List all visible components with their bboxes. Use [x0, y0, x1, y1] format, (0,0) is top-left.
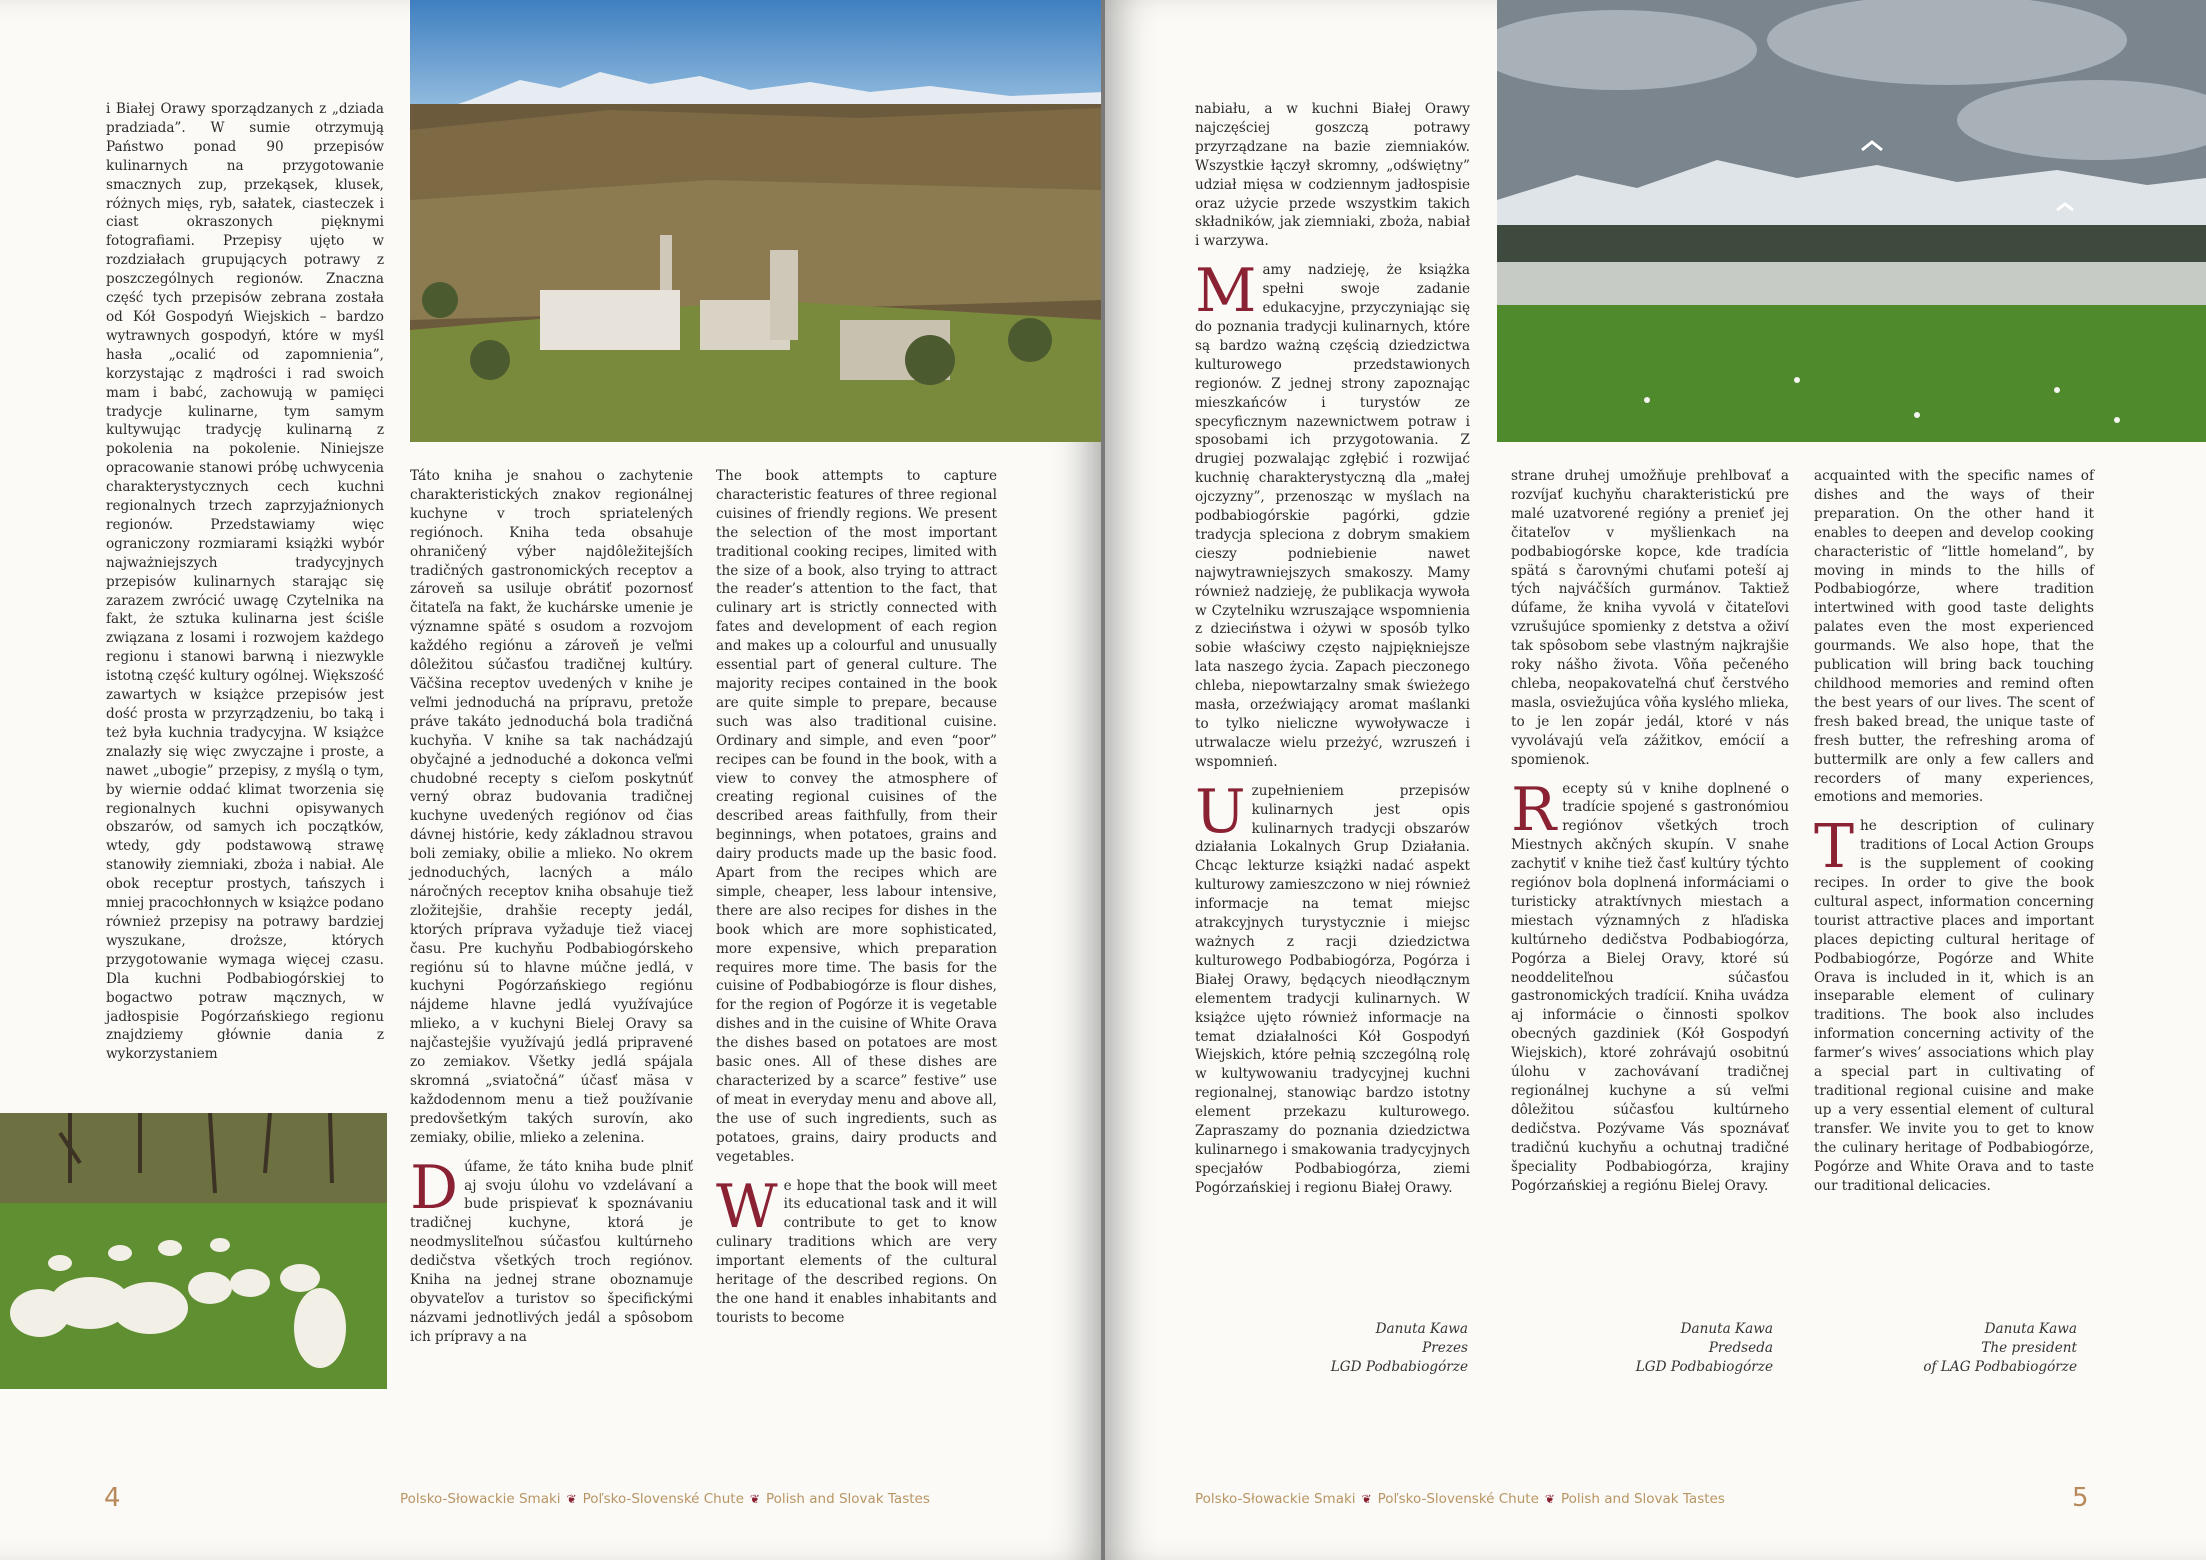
paragraph: amy nadzieję, że książka spełni swoje zadanie edukacyjne, przyczyniając się do poznania tradycji kulinarnych, które są bardzo ważną częścią dziedzictwa kulturowego przedstawionych regionów. Z jednej strony zapoznając mieszkańców i turystów ze specyficznym nazewnictwem potraw i sposobami ich przygotowania. Z drugiej pozwalając zgłębić i rozwijać kuchnię charakterystyczną dla „małej ojczyzny”, przenosząc w myślach na podbabiogórskie pagórki, gdzie tradycja spleciona z dobrym smakiem cieszy podniebienie nawet najwytrawniejszych smakoszy. Mamy również nadzieję, że publikacja wywoła w Czytelniku wzruszające wspomnienia z dzieciństwa i ożywi w sposób tylko sobie właściwy często najpiękniejsze lata naszego życia. Zapach pieczonego chleba, niepowtarzalny smak świeżego masła, orzeźwiający aromat maślanki to tylko nieliczne wywoływacze i utrwalacze wielu przeżyć, wzruszeń i wspomnień.: [1195, 262, 1470, 770]
right-column-english: [1814, 467, 2094, 1195]
leaf-icon: ❦: [1544, 1492, 1555, 1506]
signature-name: Danuta Kawa: [1375, 1321, 1468, 1337]
paragraph: i Białej Orawy sporządzanych z „dziada pradziada”. W sumie otrzymują Państwo ponad 90 przepisów kulinarnych na przygotowanie smacznych zup, przekąsek, klusek, różnych mięs, ryb, sałatek, ciasteczek i ciast okraszonych pięknymi fotografiami. Przepisy ujęto w rozdziałach grupujących potrawy z poszczególnych regionów. Znaczna część tych przepisów zebrana została od Kół Gospodyń Wiejskich – bardzo wytrawnych gospodyń, które w myśl hasła „ocalić od zapomnienia”, korzystając z mądrości i rad swoich mam i babć, zachowują w pamięci tradycje kulinarne, tym samym kultywując tradycję kulinarną z pokolenia na pokolenie. Niniejsze opracowanie stanowi próbę uchwycenia charakterystycznych cech kuchni regionalnych trzech zaprzyjaźnionych regionów. Przedstawiamy więc ograniczony rozmiarami książki wybór najważniejszych tradycyjnych przepisów kulinarnych starając się zarazem zwrócić uwagę Czytelnika na fakt, że sztuka kulinarna jest ściśle związana z losami i rozwojem każdego regionu i stanowi barwną i niezwykle istotną część kultury ogólnej. Większość zawartych w książce przepisów jest dość prosta w przyrządzeniu, bo taką i też była kuchnia tradycyjna. W książce znalazły się więc zwyczajne i proste, a nawet „ubogie” przepisy, z myślą o tym, by wiernie oddać klimat tworzenia się regionalnych kuchni opisywanych obszarów, od samych ich początków, wtedy, gdy podstawową strawę stanowiły ziemniaki, zboża i nabiał. Ale obok receptur prostych, tańszych i mniej pracochłonnych w książce podano również przepisy na potrawy bardziej wyszukane, droższe, których przygotowanie wymaga więcej czasu. Dla kuchni Podbabiogórskiej to bogactwo potraw mącznych, w jadłospisie Pogórzańskiego regionu znajdziemy głównie dania z wykorzystaniem: [106, 101, 384, 1063]
paragraph: ecepty sú v knihe doplnené o tradície spojené s gastronómiou regiónov všetkých troch Miestnych akčných skupín. V snahe zachytiť v knihe tiež časť kultúry týchto regiónov bola doplnená informáciami o turisticky atraktívnych miestach a miestach významných z hľadiska kultúrneho dedičstva Podbabiogórza, Pogórza a Bielej Oravy, ktoré sú neoddeliteľnou súčasťou gastronomických tradícií. Kniha uvádza aj informácie o činnosti spolkov obecných gazdiniek (Kół Gospodyń Wiejskich), ktoré zohrávajú osobitnú úlohu v zachovávaní tradičnej regionálnej kuchyne a sú veľmi dôležitou súčasťou kultúrneho dedičstva. Pozývame Vás spoznávať tradičnú kuchyňu a ochutnaj tradičné špeciality Podbabiogórza, krajiny Pogórzańskiej a regiónu Bielej Oravy.: [1511, 780, 1789, 1194]
page-number: 5: [2072, 1483, 2089, 1513]
left-column-slovak: [410, 467, 693, 1347]
paragraph: acquainted with the specific names of dishes and the ways of their preparation. On the other hand it enables to deepen and develop cooking characteristic of “little homeland”, by moving in minds to the hills of Podbabiogórze, where tradition intertwined with good taste delights palates even the most experienced gourmands. We also hope, that the publication will bring back touching childhood memories and remind often the best years of our lives. The scent of fresh baked bread, the unique taste of fresh butter, the refreshing aroma of buttermilk are only a few callers and recorders of many experiences, emotions and memories.: [1814, 468, 2094, 806]
paragraph: nabiału, a w kuchni Białej Orawy najczęściej goszczą potrawy przyrządzane na bazie ziemniaków. Wszystkie łączył skromny, „odświętny” udział mięsa w codziennym jadłospisie oraz użycie przede wszystkim takich składników, jak ziemniaki, zboża, nabiał i warzywa.: [1195, 101, 1470, 250]
drop-cap: U: [1195, 776, 1246, 847]
paragraph: zupełnieniem przepisów kulinarnych jest opis kulinarnych tradycji obszarów działania Lokalnych Grup Działania. Chcąc lekturze książki nadać aspekt kulturowy zamieszczono w niej również informacje na temat miejsc atrakcyjnych turystycznie i miejsc ważnych z racji dziedzictwa kulturowego Podbabiogórza, Pogórza i Białej Orawy, będących nieodłącznym elementem tradycji kulinarnych. W książce ujęto również informacje na temat działalności Kół Gospodyń Wiejskich, które pełnią szczególną rolę w kultywowaniu tradycyjnej kuchni regionalnej, stanowiąc bardzo istotny element przekazu kulturowego. Zapraszamy do poznania dziedzictwa kulinarnego i smakowania tradycyjnych specjałów Podbabiogórza, ziemi Pogórzańskiej i regionu Białej Orawy.: [1195, 782, 1470, 1196]
signature-org: LGD Podbabiogórze: [1330, 1359, 1468, 1375]
right-column-slovak: [1511, 467, 1789, 1195]
paragraph: e hope that the book will meet its educational task and it will contribute to get to know culinary traditions which are very important elements of the cultural heritage of the described regions. On the one hand it enables inhabitants and tourists to become: [716, 1177, 997, 1326]
left-page: [0, 0, 1101, 1560]
footer-title-polish: Polsko-Słowackie Smaki: [1195, 1491, 1356, 1507]
running-footer: [400, 1491, 930, 1507]
leaf-icon: ❦: [566, 1492, 577, 1506]
running-footer: [1195, 1491, 1725, 1507]
signature-name: Danuta Kawa: [1984, 1321, 2077, 1337]
town-landscape-photo: [410, 0, 1101, 442]
signature-org: of LAG Podbabiogórze: [1923, 1359, 2077, 1375]
drop-cap: D: [410, 1152, 459, 1223]
signature-name: Danuta Kawa: [1680, 1321, 1773, 1337]
leaf-icon: ❦: [1361, 1492, 1372, 1506]
footer-title-english: Polish and Slovak Tastes: [765, 1491, 930, 1507]
paragraph: he description of culinary traditions of Local Action Groups is the supplement of cooking recipes. In order to give the book cultural aspect, information concerning tourist attractive places and important places depicting cultural heritage of Podbabiogórze, Pogórze and White Orava is included in it, which is an inseparable element of culinary traditions. The book also includes information concerning activity of the farmer’s wives’ associations which play a special part in cultivating of traditional regional cuisine and make up a very essential element of cultural transfer. We invite you to get to know the culinary heritage of Podbabiogórze, Pogórze and White Orava and to taste our traditional delicacies.: [1814, 818, 2094, 1194]
signature-english: [1847, 1320, 2077, 1377]
footer-title-slovak: Poľsko-Slovenské Chute: [1377, 1491, 1539, 1507]
signature-slovak: [1543, 1320, 1773, 1377]
signature-polish: [1238, 1320, 1468, 1377]
signature-org: LGD Podbabiogórze: [1635, 1359, 1773, 1375]
paragraph: úfame, že táto kniha bude plniť aj svoju úlohu vo vzdelávaní a bude prispievať k spoznávaniu tradičnej kuchyne, ktorá je neodmysliteľnou súčasťou kultúrneho dedičstva všetkých troch regiónov. Kniha na jednej strane oboznamuje obyvateľov a turistov so špecifickými názvami jednotlivých jedál a spôsobom ich prípravy a na: [410, 1158, 693, 1345]
paragraph: strane druhej umožňuje prehlbovať a rozvíjať kuchyňu charakteristickú pre malé uzatvorené regióny a prenieť jej čitateľov v myšlienkach na podbabiogórske kopce, kde tradícia spätá s čarovnými chuťami poteší aj tých najváčších gurmánov. Taktiež dúfame, že kniha vyvolá v čitateľovi vzrušujúce spomienky z detstva a oživí tak spôsobom sebe vlastným najkrajšie roky nášho života. Vôňa pečeného chleba, neopakovateľná chuť čerstvého masla, osviežujúca vôňa kyslého mlieka, to je len zopár jedál, ktoré v nás vyvolávajú veľa zážitkov, emócií a spomienok.: [1511, 468, 1789, 768]
footer-title-slovak: Poľsko-Slovenské Chute: [582, 1491, 744, 1507]
page-number: 4: [104, 1483, 121, 1513]
sheep-pasture-photo: [0, 1113, 387, 1389]
signature-role: The president: [1981, 1340, 2077, 1356]
paragraph: Táto kniha je snahou o zachytenie charakteristických znakov regionálnej kuchyne v troch spriatelených regiónoch. Kniha teda obsahuje ohraničený výber najdôležitejších tradičných gastronomických receptov a zároveň sa usiluje obrátiť pozornosť čitateľa na fakt, že kuchárske umenie je významne späté s osudom a rozvojom každého regiónu a zároveň je veľmi dôležitou súčasťou tradičnej kultúry. Väčšina receptov uvedených v knihe je veľmi jednoduchá na prípravu, pretože práve takáto jednoduchá bola tradičná kuchyňa. V knihe sa tak nachádzajú obyčajné a jednoduché a dokonca veľmi chudobné recepty s cieľom poskytnúť verný obraz budovania tradičnej kuchyne uvedených regiónov od čias dávnej histórie, kedy základnou stravou boli zemiaky, obilie a mlieko. No okrem jednoduchých, lacných a málo náročných receptov kniha obsahuje tiež zložitejšie, drahšie recepty jedál, ktorých príprava vyžaduje tiež viacej času. Pre kuchyňu Podbabiogórskeho regiónu sú to hlavne múčne jedlá, v kuchyni Pogórzańskiego regiónu nájdeme hlavne jedlá využívajúce mlieko, a v kuchyni Bielej Oravy sa najčastejšie využívajú jedlá pripravené zo zemiakov. Všetky jedlá spájala skromná „sviatočná” účasť mäsa v každodennom menu a tiež používanie predovšetkým takých surovín, ako zemiaky, obilie, mlieko a zelenina.: [410, 468, 693, 1146]
footer-title-english: Polish and Slovak Tastes: [1560, 1491, 1725, 1507]
paragraph: The book attempts to capture characteristic features of three regional cuisines of friendly regions. We present the selection of the most important traditional cooking recipes, limited with the size of a book, also trying to attract the reader’s attention to the fact, that culinary art is strictly connected with fates and development of each region and makes up a colourful and unusually essential part of general culture. The majority recipes contained in the book are quite simple to prepare, because such was also traditional cuisine. Ordinary and simple, and even “poor” recipes can be found in the book, with a view to convey the atmosphere of creating regional cuisines of the described areas faithfully, from their beginnings, when potatoes, grains and dairy products made up the basic food. Apart from the recipes which are simple, cheaper, less labour intensive, there are also recipes for dishes in the book which are more sophisticated, more expensive, which preparation requires more time. The basis for the cuisine of Podbabiogórze is flour dishes, for the region of Pogórze it is vegetable dishes and in the cuisine of White Orava the dishes based on potatoes are most basic ones. All of these dishes are characterized by a scarce” festive” use of meat in everyday menu and above all, the use of such ingredients, such as potatoes, grains, dairy products and vegetables.: [716, 468, 997, 1165]
drop-cap: R: [1511, 774, 1557, 845]
left-column-english: [716, 467, 997, 1328]
signature-role: Predseda: [1708, 1340, 1773, 1356]
signature-role: Prezes: [1422, 1340, 1468, 1356]
left-column-polish: [106, 100, 384, 1064]
footer-title-polish: Polsko-Słowackie Smaki: [400, 1491, 561, 1507]
right-page: [1105, 0, 2206, 1560]
drop-cap: M: [1195, 256, 1257, 327]
drop-cap: W: [716, 1171, 778, 1242]
lake-mountains-photo: [1497, 0, 2206, 442]
drop-cap: T: [1814, 812, 1855, 883]
right-column-polish: [1195, 100, 1470, 1198]
leaf-icon: ❦: [749, 1492, 760, 1506]
